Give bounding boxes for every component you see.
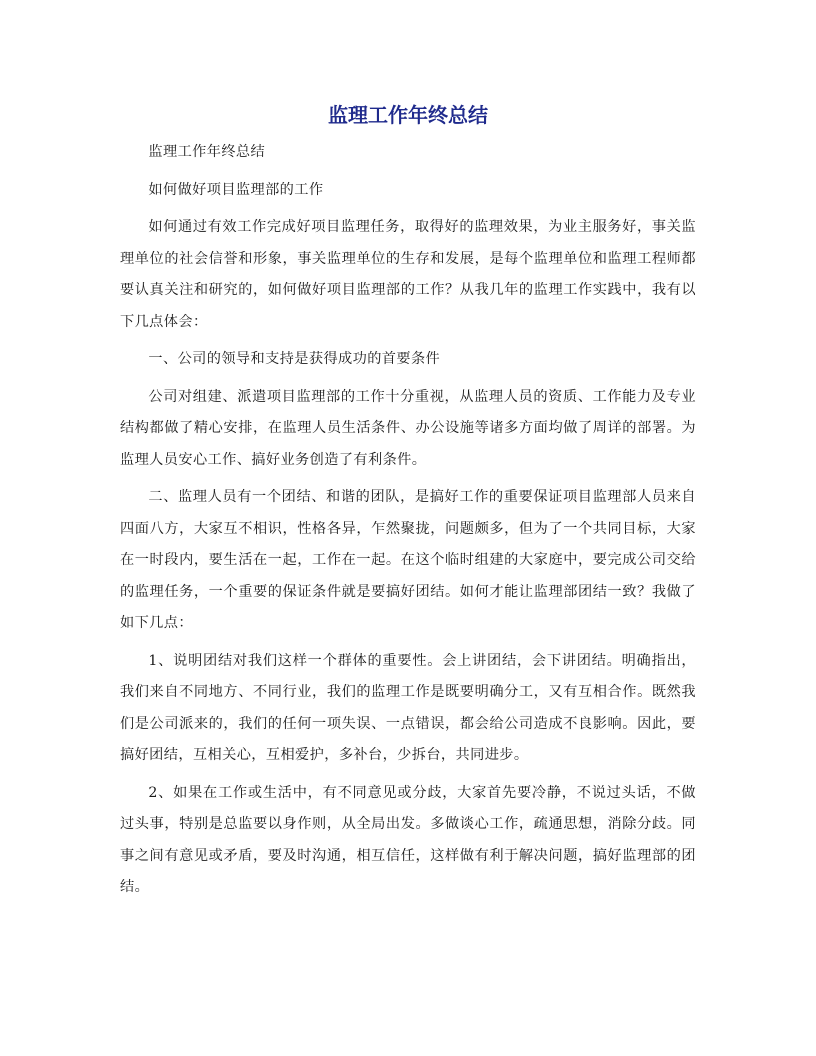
paragraph-point-1: 1、说明团结对我们这样一个群体的重要性。会上讲团结，会下讲团结。明确指出，我们来自不同地方、不同行业，我们的监理工作是既要明确分工，又有互相合作。既然我们是公司派来的，我们的任何一项失误、一点错误，都会给公司造成不良影响。因此，要搞好团结，互相关心，互相爱护，多补台，少拆台，共同进步。 (120, 652, 696, 763)
document-title: 监理工作年终总结 (328, 103, 488, 127)
paragraph-section-1: 公司对组建、派遣项目监理部的工作十分重视，从监理人员的资质、工作能力及专业结构都做了精心安排，在监理人员生活条件、办公设施等诸多方面均做了周详的部署。为监理人员安心工作、搞好业务创造了有利条件。 (120, 388, 696, 468)
paragraph-topic: 如何做好项目监理部的工作 (148, 181, 324, 198)
section-heading-1: 一、公司的领导和支持是获得成功的首要条件 (148, 351, 441, 367)
paragraph-intro: 如何通过有效工作完成好项目监理任务，取得好的监理效果，为业主服务好，事关监理单位的社会信誉和形象，事关监理单位的生存和发展，是每个监理单位和监理工程师都要认真关注和研究的，如何做好项目监理部的工作？从我几年的监理工作实践中，我有以下几点体会： (120, 219, 696, 330)
paragraph-subtitle: 监理工作年终总结 (148, 144, 266, 160)
paragraph-point-2: 2、如果在工作或生活中，有不同意见或分歧，大家首先要冷静，不说过头话，不做过头事，特别是总监要以身作则，从全局出发。多做谈心工作，疏通思想，消除分歧。同事之间有意见或矛盾，要及时沟通，相互信任，这样做有利于解决问题，搞好监理部的团结。 (120, 784, 696, 895)
document-body (120, 137, 696, 904)
paragraph-section-2: 二、监理人员有一个团结、和谐的团队，是搞好工作的重要保证项目监理部人员来自四面八方，大家互不相识，性格各异，乍然聚拢，问题颇多，但为了一个共同目标，大家在一时段内，要生活在一起，工作在一起。在这个临时组建的大家庭中，要完成公司交给的监理任务，一个重要的保证条件就是要搞好团结。如何才能让监理部团结一致？我做了如下几点： (120, 489, 696, 631)
